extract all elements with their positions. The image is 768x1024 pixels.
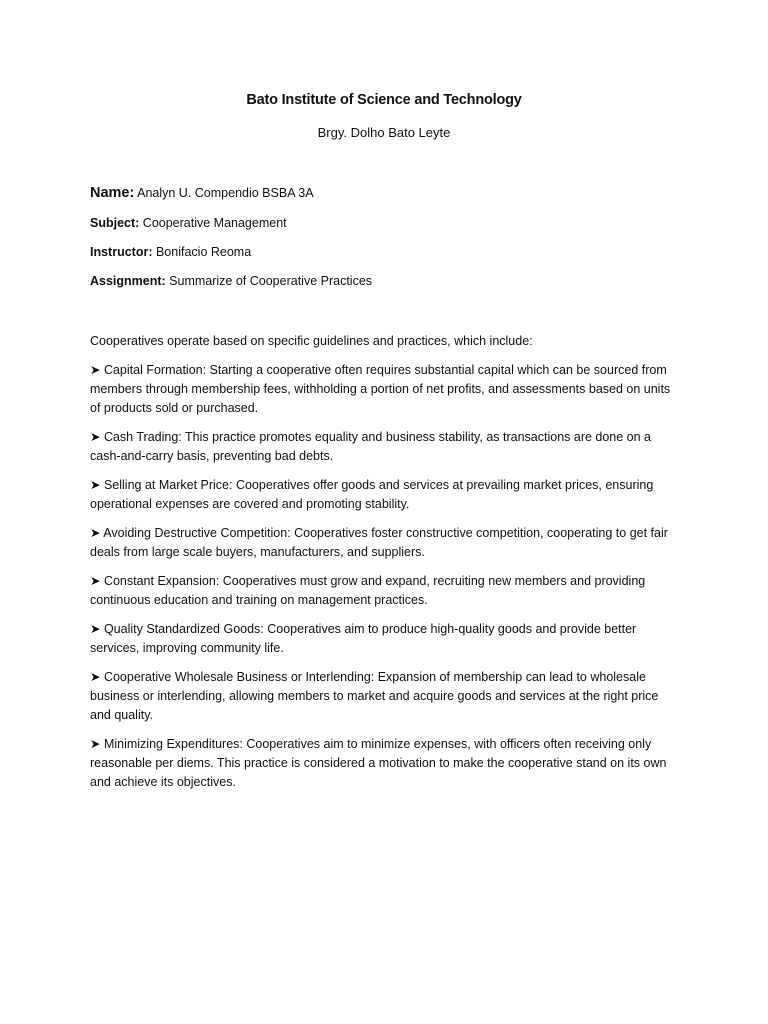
meta-subject-row: [90, 216, 690, 230]
institution-address: Brgy. Dolho Bato Leyte: [317, 125, 451, 140]
instructor-label: Instructor:: [90, 245, 153, 259]
practice-text: Avoiding Destructive Competition: Cooperatives foster constructive competition, cooperating to get fair deals from large scale buyers, manufacturers, and suppliers.: [90, 526, 668, 559]
practice-text: Cooperative Wholesale Business or Interlending: Expansion of membership can lead to wholesale business or interlending, allowing members to market and acquire goods and services at the right price and quality.: [90, 670, 659, 722]
arrow-bullet-icon: ➤: [90, 363, 104, 377]
arrow-bullet-icon: ➤: [90, 478, 104, 492]
instructor-value: Bonifacio Reoma: [152, 245, 252, 259]
practice-text: Minimizing Expenditures: Cooperatives aim to minimize expenses, with officers often receiving only reasonable per diems. This practice is considered a motivation to make the cooperative stand on its own and achieve its objectives.: [90, 737, 667, 789]
intro-paragraph: Cooperatives operate based on specific guidelines and practices, which include:: [90, 334, 533, 348]
practice-text: Constant Expansion: Cooperatives must grow and expand, recruiting new members and providing continuous education and training on management practices.: [90, 574, 646, 607]
arrow-bullet-icon: ➤: [90, 737, 104, 751]
practice-item: [90, 620, 682, 658]
name-value: Analyn U. Compendio BSBA 3A: [134, 186, 314, 200]
arrow-bullet-icon: ➤: [90, 622, 104, 636]
practice-item: [90, 476, 682, 514]
meta-instructor-row: [90, 245, 690, 259]
arrow-bullet-icon: ➤: [90, 526, 104, 540]
arrow-bullet-icon: ➤: [90, 430, 104, 444]
practice-text: Capital Formation: Starting a cooperative often requires substantial capital which can be sourced from members through membership fees, withholding a portion of net profits, and assessments based on units of products sold or purchased.: [90, 363, 671, 415]
practice-text: Selling at Market Price: Cooperatives offer goods and services at prevailing market prices, ensuring operational expenses are covered and promoting stability.: [90, 478, 654, 511]
subject-value: Cooperative Management: [139, 216, 287, 230]
practice-item: [90, 428, 682, 466]
institution-title: Bato Institute of Science and Technology: [246, 92, 522, 108]
assignment-value: Summarize of Cooperative Practices: [165, 274, 373, 288]
arrow-bullet-icon: ➤: [90, 670, 104, 684]
meta-name-row: [90, 185, 690, 201]
meta-assignment-row: [90, 274, 690, 288]
name-label: Name:: [90, 185, 135, 201]
practice-item: [90, 572, 682, 610]
practice-text: Quality Standardized Goods: Cooperatives aim to produce high-quality goods and provide better services, improving community life.: [90, 622, 637, 655]
arrow-bullet-icon: ➤: [90, 574, 104, 588]
practice-text: Cash Trading: This practice promotes equality and business stability, as transactions are done on a cash-and-carry basis, preventing bad debts.: [90, 430, 652, 463]
practice-item: [90, 735, 682, 792]
assignment-label: Assignment:: [90, 274, 166, 288]
subject-label: Subject:: [90, 216, 140, 230]
body-content: [90, 332, 682, 802]
practice-item: [90, 668, 682, 725]
practice-item: [90, 361, 682, 418]
practice-item: [90, 524, 682, 562]
